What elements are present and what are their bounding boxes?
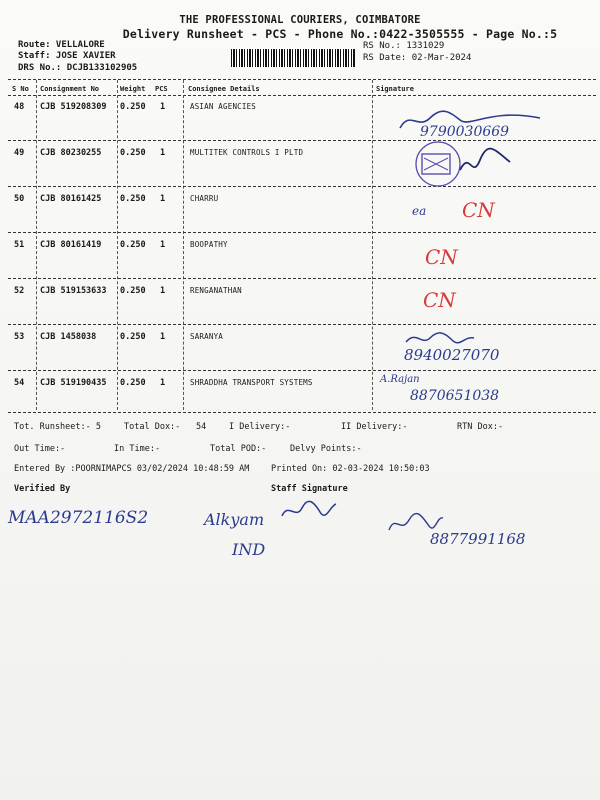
initials-scribble: ea: [412, 204, 427, 218]
row-divider: [8, 324, 596, 325]
staff-signature-scribble: [278, 496, 338, 526]
row-weight: 0.250: [120, 378, 146, 388]
col-header-consignee: Consignee Details: [188, 85, 260, 93]
row-divider: [8, 278, 596, 279]
handwritten-name: IND: [232, 540, 266, 559]
handwritten-name: A.Rajan: [380, 374, 420, 385]
row-pcs: 1: [160, 286, 166, 296]
handwritten-cn: CN: [425, 245, 458, 269]
col-divider: [36, 80, 37, 410]
row-weight: 0.250: [120, 102, 146, 112]
row-weight: 0.250: [120, 148, 146, 158]
row-weight: 0.250: [120, 286, 146, 296]
row-pcs: 1: [160, 240, 166, 250]
handwritten-phone: 9790030669: [420, 124, 510, 140]
row-consignment: CJB 80230255: [40, 148, 102, 158]
barcode: [231, 49, 355, 67]
total-pod: Total POD:-: [210, 444, 267, 454]
printed-on: Printed On: 02-03-2024 10:50:03: [271, 464, 430, 474]
row-pcs: 1: [160, 102, 166, 112]
out-time: Out Time:-: [14, 444, 66, 454]
row-weight: 0.250: [120, 240, 146, 250]
row-divider: [8, 370, 596, 371]
row-sno: 53: [14, 332, 25, 342]
table-top-rule: [8, 79, 596, 80]
row-consignment: CJB 1458038: [40, 332, 97, 342]
row-divider: [8, 232, 596, 233]
handwritten-cn: CN: [462, 198, 495, 222]
rtn-dox: RTN Dox:-: [457, 422, 504, 432]
row-pcs: 1: [160, 378, 166, 388]
handwritten-phone: 8870651038: [410, 388, 500, 404]
row-consignee: CHARRU: [190, 194, 219, 203]
row-consignee: SARANYA: [190, 332, 224, 341]
row-sno: 51: [14, 240, 25, 250]
rs-date: RS Date: 02-Mar-2024: [363, 53, 472, 63]
col-header-signature: Signature: [376, 85, 414, 93]
company-title: THE PROFESSIONAL COURIERS, COIMBATORE: [179, 14, 421, 26]
runsheet-subtitle: Delivery Runsheet - PCS - Phone No.:0422-3505555 - Page No.:5: [122, 27, 558, 41]
handwritten-phone: 8940027070: [404, 346, 500, 364]
row-sno: 50: [14, 194, 25, 204]
verifier-id-handwriting: MAA2972116S2: [8, 508, 149, 528]
i-delivery: I Delivery:-: [229, 422, 291, 432]
row-sno: 49: [14, 148, 25, 158]
table-bottom-rule: [8, 412, 596, 413]
staff-label: Staff: JOSE XAVIER: [18, 51, 116, 61]
row-pcs: 1: [160, 332, 166, 342]
total-dox-label: Total Dox:-: [124, 422, 181, 432]
ii-delivery: II Delivery:-: [341, 422, 408, 432]
row-consignment: CJB 519153633: [40, 286, 107, 296]
col-header-pcs: PCS: [155, 85, 168, 93]
col-divider: [183, 80, 184, 410]
row-consignee: SHRADDHA TRANSPORT SYSTEMS: [190, 378, 313, 387]
table-header-rule: [8, 95, 596, 96]
handwritten-cn: CN: [423, 288, 456, 312]
row-pcs: 1: [160, 194, 166, 204]
col-header-sno: S No: [12, 85, 29, 93]
rs-number: RS No.: 1331029: [363, 41, 445, 51]
row-consignee: ASIAN AGENCIES: [190, 102, 257, 111]
row-consignment: CJB 519190435: [40, 378, 107, 388]
row-weight: 0.250: [120, 194, 146, 204]
total-dox-value: 54: [196, 422, 207, 432]
verified-by-label: Verified By: [14, 484, 71, 494]
row-pcs: 1: [160, 148, 166, 158]
row-consignee: BOOPATHY: [190, 240, 228, 249]
in-time: In Time:-: [114, 444, 161, 454]
row-consignment: CJB 80161425: [40, 194, 102, 204]
row-consignee: RENGANATHAN: [190, 286, 242, 295]
entered-by: Entered By :POORNIMAPCS 03/02/2024 10:48:59 AM: [14, 464, 250, 474]
tot-runsheet: Tot. Runsheet:- 5: [14, 422, 101, 432]
row-weight: 0.250: [120, 332, 146, 342]
row-sno: 54: [14, 378, 25, 388]
row-consignment: CJB 80161419: [40, 240, 102, 250]
row-consignment: CJB 519208309: [40, 102, 107, 112]
row-consignee: MULTITEK CONTROLS I PLTD: [190, 148, 304, 157]
col-header-weight: Weight: [120, 85, 146, 93]
row-sno: 52: [14, 286, 25, 296]
col-header-consignment: Consignment No: [40, 85, 100, 93]
row-sno: 48: [14, 102, 25, 112]
col-divider: [117, 80, 118, 410]
col-divider: [372, 80, 373, 410]
route-label: Route: VELLALORE: [18, 40, 105, 50]
handwritten-phone: 8877991168: [430, 530, 526, 548]
handwritten-name: Alkyam: [204, 510, 265, 529]
delvy-points: Delvy Points:-: [290, 444, 362, 454]
drs-label: DRS No.: DCJB133102905: [18, 63, 138, 73]
company-stamp: [400, 140, 520, 190]
staff-signature-label: Staff Signature: [271, 484, 348, 494]
